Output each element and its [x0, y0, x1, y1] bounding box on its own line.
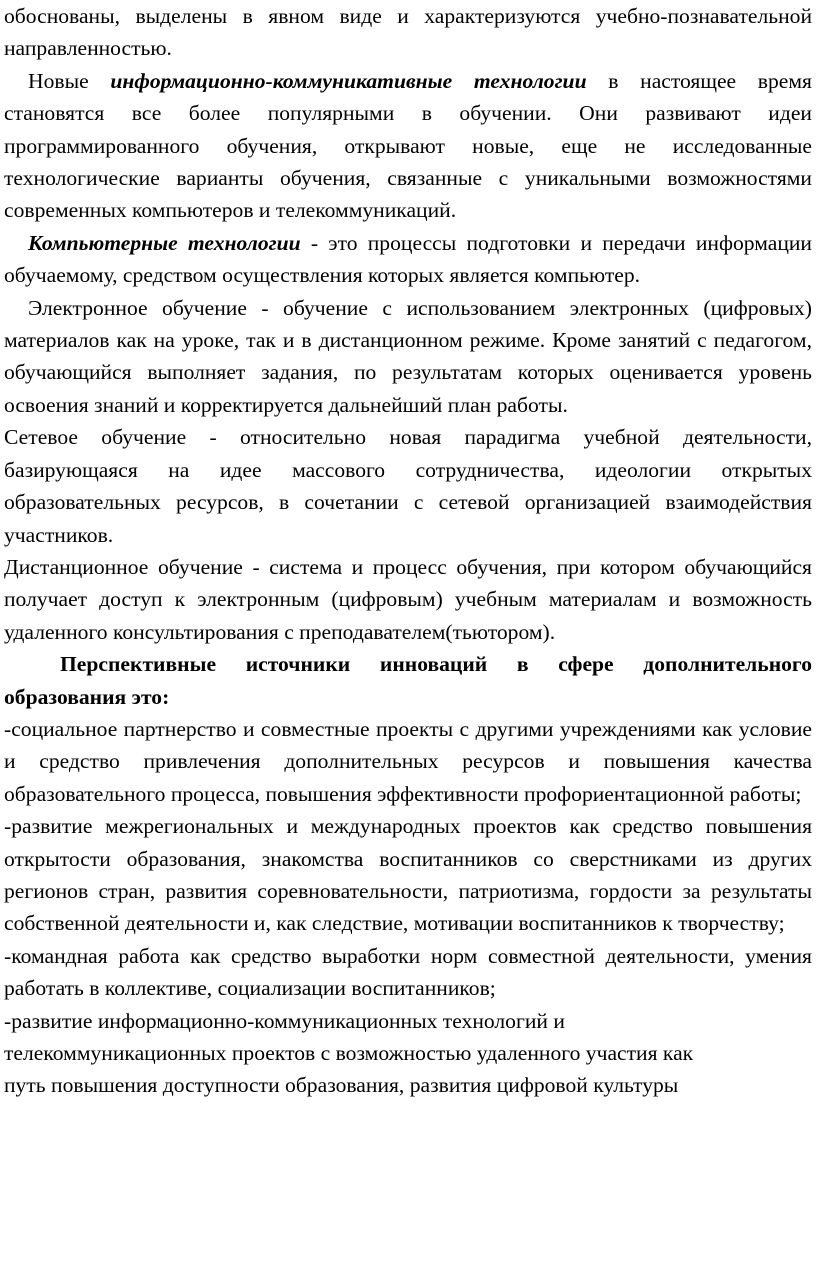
paragraph-computer-tech [4, 227, 812, 292]
paragraph-network-learning: Сетевое обучение - относительно новая парадигма учебной деятельности, базирующаяся на идее массового сотрудничества, идеологии открытых образовательных ресурсов, в сочетании с сетевой организацией взаимодействия участников. [4, 425, 812, 547]
paragraph-ict [4, 65, 812, 227]
term-ict: информационно-коммуникативные технологии [110, 68, 587, 93]
list-item: -социальное партнерство и совместные проекты с другими учреждениями как условие и средство привлечения дополнительных ресурсов и повышения качества образовательного процесса, повышения эффективности профориентационной работы; [4, 716, 812, 806]
paragraph-e-learning: Электронное обучение - обучение с использованием электронных (цифровых) материалов как на уроке, так и в дистанционном режиме. Кроме занятий с педагогом, обучающийся выполняет задания, по результатам которых оценивается уровень освоения знаний и корректируется дальнейший план работы. [4, 295, 812, 417]
paragraph-distance-learning: Дистанционное обучение - система и процесс обучения, при котором обучающийся получает доступ к электронным (цифровым) учебным материалам и возможность удаленного консультирования с преподавателем(тьютором). [4, 554, 812, 644]
section-heading: Перспективные источники инноваций в сфере дополнительного образования это: [4, 652, 812, 709]
list-item: -командная работа как средство выработки норм совместной деятельности, умения работать в коллективе, социализации воспитанников; [4, 943, 812, 1001]
paragraph-intro: обоснованы, выделены в явном виде и характеризуются учебно-познавательной направленностью. [4, 4, 812, 61]
list-item-last-line1: -развитие информационно-коммуникационных технологий и [4, 1008, 565, 1033]
term-computer-tech: Компьютерные технологии [28, 230, 301, 255]
paragraph-computer-tech-body: - это процессы подготовки и передачи информации обучаемому, средством осуществления которых является компьютер. [4, 230, 812, 288]
list-item: -развитие межрегиональных и международных проектов как средство повышения открытости образования, знакомства воспитанников со сверстниками из других регионов стран, развития соревновательности, патриотизма, гордости за результаты собственной деятельности и, как следствие, мотивации воспитанников к творчеству; [4, 814, 812, 936]
list-item-last [4, 1005, 812, 1102]
list-item-last-line2: телекоммуникационных проектов с возможностью удаленного участия как [4, 1041, 694, 1065]
paragraph-ict-lead: Новые [28, 68, 111, 93]
list-item-last-line3: путь повышения доступности образования, развития цифровой культуры [4, 1073, 679, 1098]
paragraph-ict-body: в настоящее время становятся все более популярными в обучении. Они развивают идеи программированного обучения, открывают новые, еще не исследованные технологические варианты обучения, связанные с уникальными возможностями современных компьютеров и телекоммуникаций. [4, 68, 812, 223]
